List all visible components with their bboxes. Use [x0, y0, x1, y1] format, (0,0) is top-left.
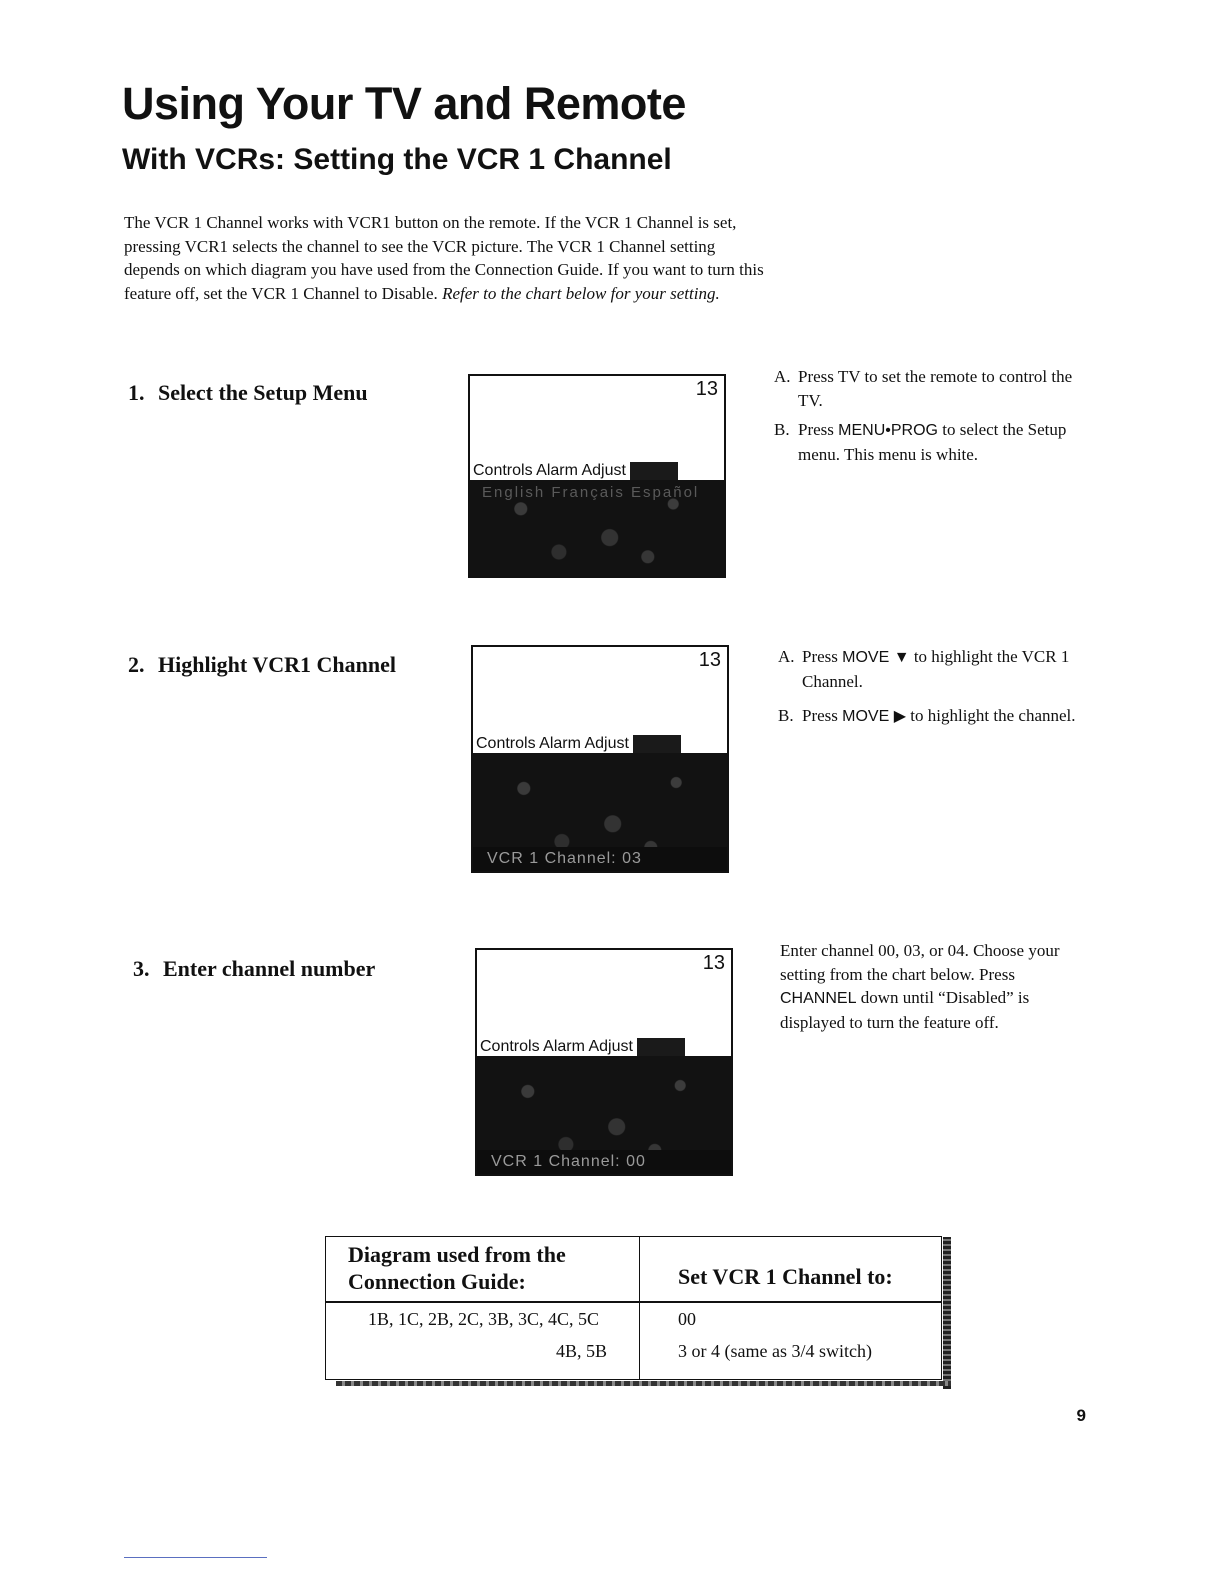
- menu-bar-text: Controls Alarm Adjust: [473, 462, 626, 480]
- instruction-text: Press TV to set the remote to control the TV.: [798, 367, 1073, 410]
- step-2-number: 2.: [128, 652, 145, 677]
- table-shadow-right: [943, 1237, 951, 1389]
- table-header-diagram: Diagram used from the Connection Guide:: [348, 1242, 566, 1294]
- instruction-text: [802, 645, 1078, 694]
- step-2-tv-screen: [471, 645, 729, 873]
- instruction-letter: B.: [774, 420, 790, 439]
- page-subtitle: With VCRs: Setting the VCR 1 Channel: [122, 143, 672, 176]
- step-1-instructions: [774, 365, 1074, 472]
- instruction-post: down until “Disabled” is displayed to turn the feature off.: [780, 988, 1030, 1032]
- instruction-text: [802, 704, 1076, 729]
- intro-text: The VCR 1 Channel works with VCR1 button on the remote. If the VCR 1 Channel is set, pressing VCR1 selects the channel to see the VCR picture. The VCR 1 Channel setting depends on which diagram you have used from the Connection Guide. If you want to turn this feature off, set the VCR 1 Channel to Disable.: [124, 213, 764, 303]
- table-shadow-bottom: [336, 1381, 951, 1386]
- screen-dark-area: [470, 480, 724, 576]
- menu-highlight-block: [630, 462, 678, 480]
- screen-dark-area: [477, 1056, 731, 1174]
- instruction-letter: A.: [774, 367, 791, 386]
- channel-number: 13: [702, 952, 725, 974]
- instruction-post: to highlight the VCR 1 Channel.: [802, 647, 1070, 691]
- language-options: English Français Español: [482, 484, 700, 501]
- step-3-title: [133, 956, 375, 982]
- screen-dark-area: [473, 753, 727, 871]
- instruction-letter: A.: [778, 647, 795, 666]
- instruction-item: [774, 365, 1074, 413]
- instruction-text: [798, 418, 1074, 467]
- step-3-instructions: [780, 939, 1080, 1034]
- instruction-pre: Press: [802, 647, 843, 666]
- key-label: CHANNEL: [780, 990, 857, 1007]
- key-label: MOVE ▼: [842, 649, 910, 666]
- step-1-tv-screen: [468, 374, 726, 578]
- vcr-channel-bar: VCR 1 Channel: 00: [477, 1150, 731, 1174]
- instruction-item: [774, 418, 1074, 467]
- menu-highlight-block: [633, 735, 681, 753]
- instruction-letter: B.: [778, 706, 794, 725]
- page-title: Using Your TV and Remote: [122, 78, 686, 129]
- instruction-item: [778, 645, 1078, 694]
- table-cell-setting: 00: [678, 1309, 696, 1329]
- vcr-channel-table: [325, 1236, 942, 1380]
- step-2-instructions: [778, 645, 1078, 734]
- instruction-post: to highlight the channel.: [906, 706, 1076, 725]
- table-header-divider: [326, 1301, 941, 1303]
- step-3-label: Enter channel number: [163, 956, 376, 981]
- key-label: MOVE ▶: [842, 708, 907, 725]
- channel-number: 13: [698, 649, 721, 671]
- table-cell-diagram: 4B, 5B: [556, 1341, 608, 1361]
- vcr-channel-bar: VCR 1 Channel: 03: [473, 847, 727, 871]
- instruction-pre: Press: [802, 706, 843, 725]
- step-3-number: 3.: [133, 956, 150, 981]
- step-3-tv-screen: [475, 948, 733, 1176]
- step-1-number: 1.: [128, 380, 145, 405]
- menu-bar-text: Controls Alarm Adjust: [480, 1038, 633, 1056]
- step-2-label: Highlight VCR1 Channel: [158, 652, 396, 677]
- step-1-title: [128, 380, 368, 406]
- instruction-pre: Press: [798, 420, 839, 439]
- menu-bar-text: Controls Alarm Adjust: [476, 735, 629, 753]
- footer-rule: [124, 1557, 267, 1558]
- table-header-setting: Set VCR 1 Channel to:: [678, 1264, 893, 1289]
- step-2-title: [128, 652, 396, 678]
- page-number: 9: [1076, 1406, 1086, 1425]
- channel-number: 13: [695, 378, 718, 400]
- intro-note: Refer to the chart below for your setting.: [442, 283, 720, 303]
- step-1-label: Select the Setup Menu: [158, 380, 368, 405]
- intro-paragraph: [124, 211, 764, 305]
- table-cell-diagram: 1B, 1C, 2B, 2C, 3B, 3C, 4C, 5C: [368, 1309, 600, 1329]
- menu-highlight-block: [637, 1038, 685, 1056]
- instruction-post: to select the Setup menu. This menu is white.: [798, 420, 1067, 464]
- instruction-pre: Enter channel 00, 03, or 04. Choose your setting from the chart below. Press: [780, 941, 1060, 984]
- instruction-item: [778, 704, 1078, 729]
- table-cell-setting: 3 or 4 (same as 3/4 switch): [678, 1341, 872, 1361]
- table-column-divider: [639, 1237, 640, 1379]
- key-label: MENU•PROG: [838, 422, 938, 439]
